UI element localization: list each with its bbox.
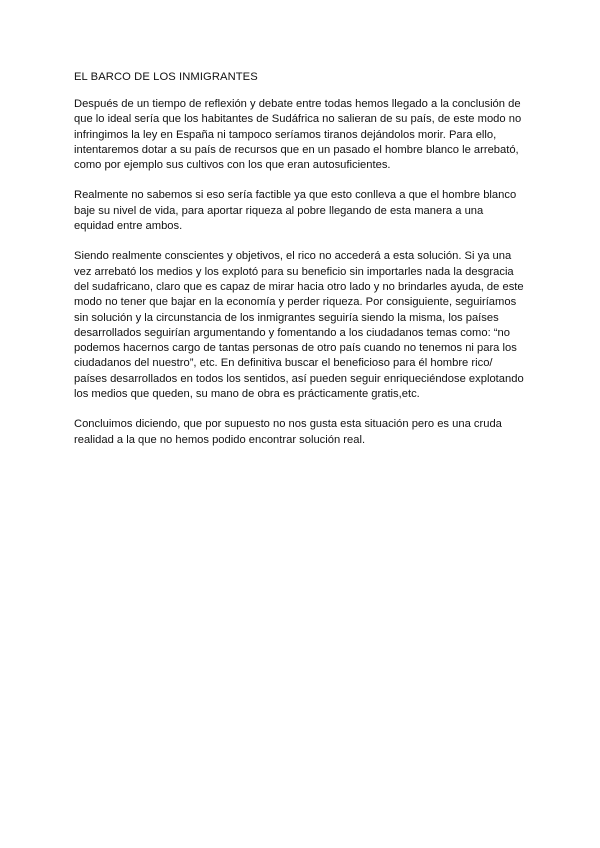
paragraph-1: Después de un tiempo de reflexión y debate entre todas hemos llegado a la conclusión de que lo ideal sería que los habitantes de Sudáfrica no salieran de su país, de este modo no infringimos la ley en España ni tampoco seríamos tiranos dejándolos morir. Para ello, intentaremos dotar a su país de recursos que en un pasado el hombre blanco le arrebató, como por ejemplo sus cultivos con los que eran autosuficientes. — [74, 98, 522, 172]
paragraph-4: Concluimos diciendo, que por supuesto no nos gusta esta situación pero es una cruda realidad a la que no hemos podido encontrar solución real. — [74, 418, 502, 446]
document-title: EL BARCO DE LOS INMIGRANTES — [74, 71, 258, 83]
paragraph-3: Siendo realmente conscientes y objetivos, el rico no accederá a esta solución. Si ya una vez arrebató los medios y los explotó para su beneficio sin importarles nada la desgracia del sudafricano, claro que es capaz de mirar hacia otro lado y no brindarles ayuda, de este modo no tener que bajar en la economía y perder riqueza. Por consiguiente, seguiríamos sin solución y la circunstancia de los inmigrantes seguiría siendo la misma, los países desarrollados seguirían argumentando y fomentando a los ciudadanos temas como: “no podemos hacernos cargo de tantas personas de otro país cuando no tenemos ni para los ciudadanos del nuestro”, etc. En definitiva buscar el beneficioso para él hombre rico/ países desarrollados en todos los sentidos, así pueden seguir enriqueciéndose explotando los medios que queden, su mano de obra es prácticamente gratis,etc. — [74, 250, 524, 401]
document-body — [74, 70, 524, 463]
paragraph-2: Realmente no sabemos si eso sería factible ya que esto conlleva a que el hombre blanco baje su nivel de vida, para aportar riqueza al pobre llegando de esta manera a una equidad entre ambos. — [74, 189, 517, 233]
